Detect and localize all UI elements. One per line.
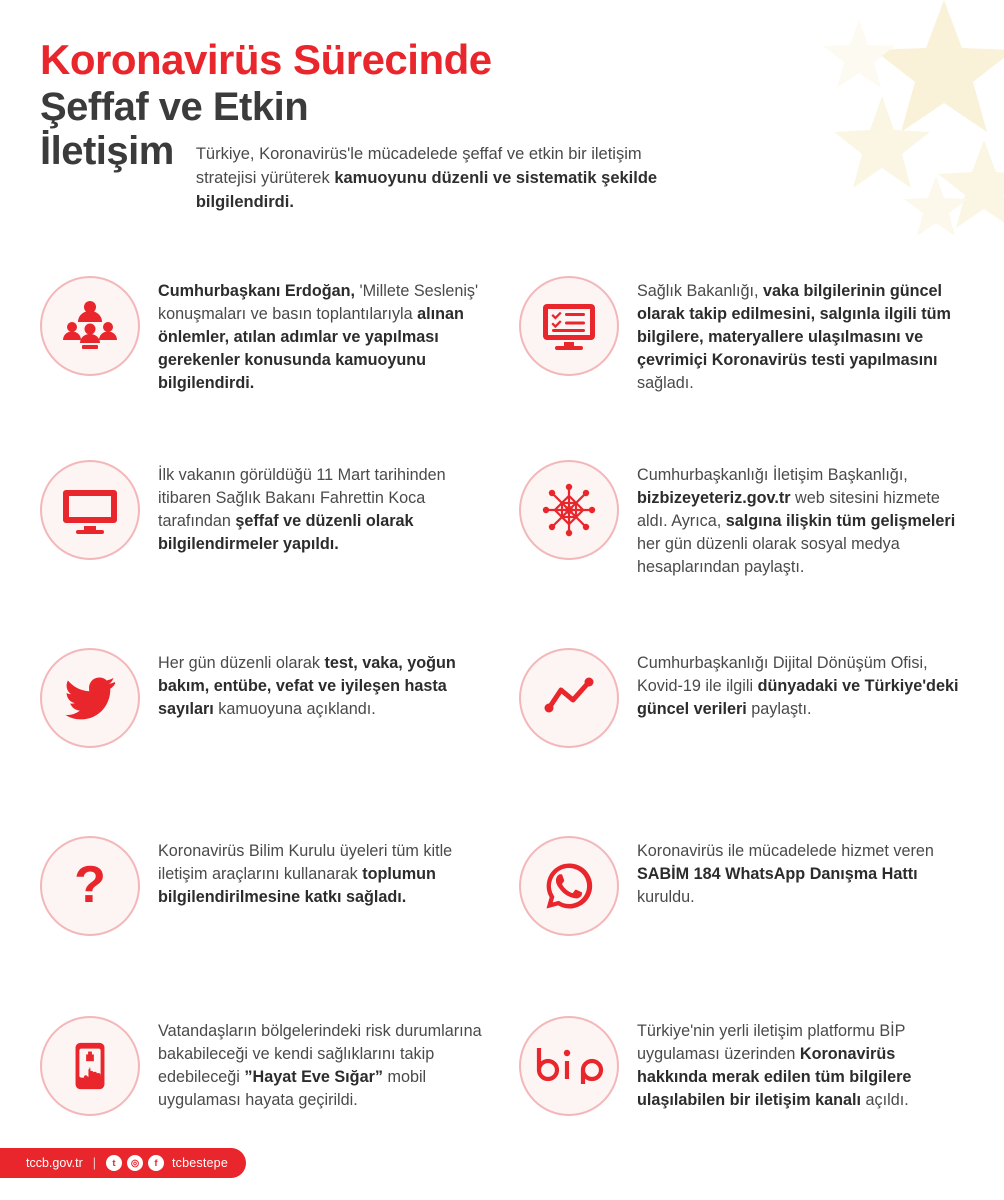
facebook-icon[interactable]: f	[148, 1155, 164, 1171]
intro-text-bold: kamuoyunu düzenli ve sistematik şekilde bilgilendirdi.	[195, 169, 658, 212]
list-item-text	[637, 1016, 964, 1112]
whatsapp-icon	[519, 836, 619, 936]
text-seg: paylaştı.	[746, 699, 812, 718]
text-seg: Vatandaşların bölgelerindeki risk durumlarına bakabileceği ve kendi sağlıklarını takip edebileceği	[158, 1021, 482, 1086]
text-seg: Türkiye'nin yerli iletişim platformu BİP uygulaması üzerinden	[637, 1021, 906, 1063]
text-seg: Cumhurbaşkanlığı İletişim Başkanlığı,	[637, 465, 908, 484]
text-seg-bold: SABİM 184 WhatsApp Danışma Hattı	[637, 864, 918, 883]
text-seg: Her gün düzenli olarak	[158, 653, 325, 672]
list-item	[519, 276, 964, 442]
text-seg-bold: ”Hayat Eve Sığar”	[244, 1067, 383, 1086]
twitter-bird-icon	[40, 648, 140, 748]
list-item	[40, 460, 485, 630]
footer-website[interactable]: tccb.gov.tr	[26, 1156, 83, 1170]
monitor-person-icon	[40, 460, 140, 560]
speaker-podium-icon	[40, 276, 140, 376]
text-seg: Koronavirüs Bilim Kurulu üyeleri tüm kitle iletişim araçlarını kullanarak	[158, 841, 453, 883]
text-seg-bold: test, vaka, yoğun bakım, entübe, vefat ve iyileşen hasta sayıları	[158, 653, 456, 718]
text-seg-bold: Cumhurbaşkanı Erdoğan,	[158, 281, 355, 300]
list-item-text	[637, 648, 964, 721]
instagram-icon[interactable]: ◎	[127, 1155, 143, 1171]
list-item-text	[158, 460, 485, 556]
list-item	[519, 460, 964, 630]
list-item	[40, 276, 485, 442]
text-seg-bold: salgına ilişkin tüm gelişmeleri	[725, 511, 956, 530]
mobile-app-tap-icon	[40, 1016, 140, 1116]
trend-line-icon	[519, 648, 619, 748]
twitter-icon[interactable]: t	[106, 1155, 122, 1171]
list-item-text	[637, 460, 964, 579]
intro-paragraph	[196, 143, 666, 215]
text-seg-bold: dünyadaki ve Türkiye'deki güncel verileri	[637, 676, 959, 718]
text-seg-bold: alınan önlemler, atılan adımlar ve yapılması gerekenler konusunda kamuoyunu bilgilendirdi.	[158, 304, 464, 392]
bip-logo-icon	[519, 1016, 619, 1116]
footer-handle[interactable]: tcbestepe	[171, 1156, 228, 1170]
page-header	[0, 0, 1004, 232]
page-title-line1: Koronavirüs Sürecinde	[40, 36, 492, 83]
text-seg-bold: toplumun bilgilendirilmesine katkı sağladı.	[158, 864, 436, 906]
footer-separator: |	[92, 1156, 96, 1170]
text-seg: açıldı.	[861, 1090, 909, 1109]
list-item-text	[158, 276, 485, 395]
network-nodes-icon	[519, 460, 619, 560]
page-title-line3: İletişim	[40, 129, 174, 174]
text-seg: mobil uygulaması hayata geçirildi.	[158, 1067, 427, 1109]
list-item-text	[637, 836, 964, 909]
list-item-text	[158, 1016, 485, 1112]
list-item-text	[158, 648, 485, 721]
list-item-text	[158, 836, 485, 909]
content-grid	[0, 276, 1004, 1194]
text-seg: Cumhurbaşkanlığı Dijital Dönüşüm Ofisi, Kovid-19 ile ilgili	[637, 653, 928, 695]
checklist-monitor-icon	[519, 276, 619, 376]
text-seg: 'Millete Sesleniş' konuşmaları ve basın toplantılarıyla	[158, 281, 479, 323]
svg-text:?: ?	[74, 857, 106, 914]
list-item-text	[637, 276, 964, 395]
intro-text-plain: Türkiye, Koronavirüs'le mücadelede şeffaf ve etkin bir iletişim stratejisi yürüterek	[195, 145, 642, 188]
text-seg: web sitesini hizmete aldı. Ayrıca,	[637, 488, 940, 530]
page-title-line2: Şeffaf ve Etkin	[40, 84, 309, 129]
text-seg: kamuoyuna açıklandı.	[213, 699, 376, 718]
list-item	[519, 836, 964, 998]
list-item	[519, 648, 964, 818]
right-column	[519, 276, 964, 1194]
text-seg-bold: vaka bilgilerinin güncel olarak takip edilmesini, salgınla ilgili tüm bilgilere, materyallere ulaşılmasını ve çevrimiçi Koronavirüs testi yapılmasını	[637, 281, 951, 369]
list-item	[40, 648, 485, 818]
text-seg-bold: şeffaf ve düzenli olarak bilgilendirmeler yapıldı.	[158, 511, 414, 553]
question-mark-icon	[40, 836, 140, 936]
text-seg: kuruldu.	[637, 887, 695, 906]
text-seg: İlk vakanın görüldüğü 11 Mart tarihinden itibaren Sağlık Bakanı Fahrettin Koca tarafından	[158, 465, 446, 530]
left-column	[40, 276, 485, 1194]
social-icons	[106, 1155, 164, 1171]
list-item	[40, 836, 485, 998]
text-seg: sağladı.	[637, 373, 694, 392]
text-seg: Sağlık Bakanlığı,	[637, 281, 763, 300]
text-seg: Koronavirüs ile mücadelede hizmet veren	[637, 841, 934, 860]
list-item	[519, 1016, 964, 1176]
text-seg: her gün düzenli olarak sosyal medya hesaplarından paylaştı.	[637, 534, 900, 576]
text-seg-bold: bizbizeyeteriz.gov.tr	[637, 488, 791, 507]
footer-bar	[0, 1148, 246, 1178]
text-seg-bold: Koronavirüs hakkında merak edilen tüm bilgilere ulaşılabilen bir iletişim kanalı	[637, 1044, 912, 1109]
